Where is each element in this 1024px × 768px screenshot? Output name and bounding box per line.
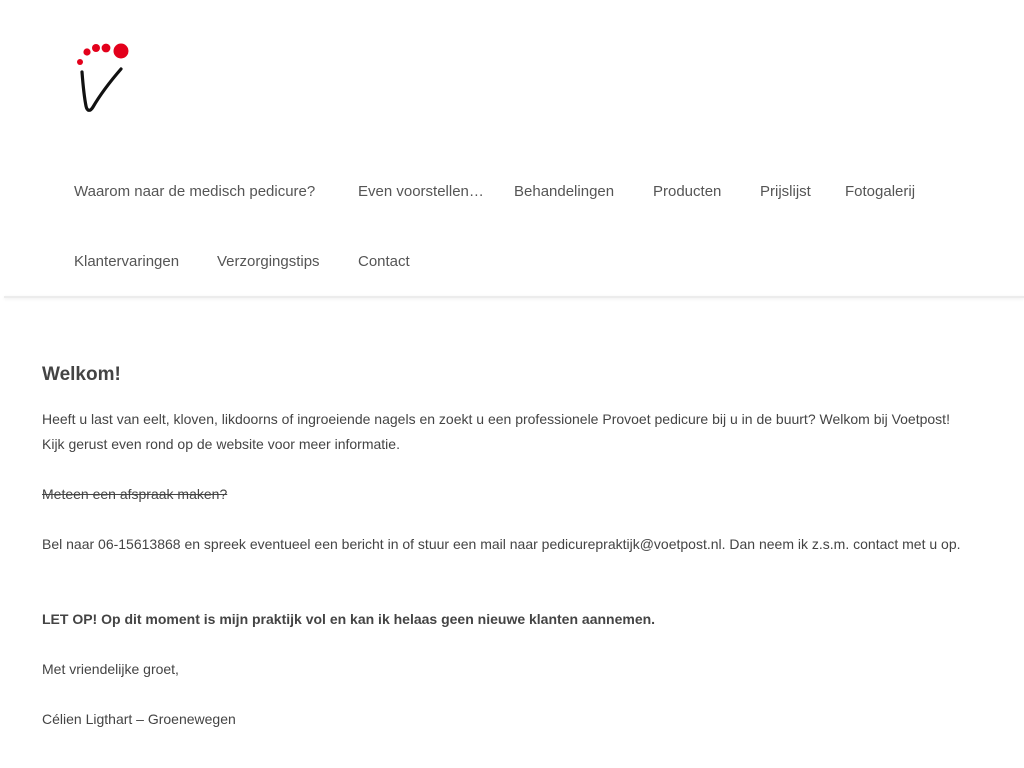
contact-text: Bel naar 06-15613868 en spreek eventueel een bericht in of stuur een mail naar pedicurepraktijk@voetpost.nl. Dan neem ik z.s.m. contact met u op. — [42, 536, 961, 552]
nav-item-prijslijst[interactable]: Prijslijst — [760, 183, 811, 200]
nav-item-klantervaringen[interactable]: Klantervaringen — [74, 253, 180, 270]
nav-item-behandelingen[interactable]: Behandelingen — [514, 183, 615, 200]
header-divider — [4, 296, 1024, 298]
nav-item-fotogalerij[interactable]: Fotogalerij — [845, 183, 916, 200]
nav-item-verzorgingstips[interactable]: Verzorgingstips — [217, 253, 320, 270]
site-header — [0, 0, 1024, 297]
signature-text: Célien Ligthart – Groenewegen — [42, 711, 236, 727]
closing-text: Met vriendelijke groet, — [42, 661, 179, 677]
notice-text: LET OP! Op dit moment is mijn praktijk vol en kan ik helaas geen nieuwe klanten aannemen. — [42, 611, 656, 627]
nav-item-even-voorstellen[interactable]: Even voorstellen… — [358, 183, 484, 200]
nav-item-waarom[interactable]: Waarom naar de medisch pedicure? — [74, 183, 316, 200]
nav-item-producten[interactable]: Producten — [653, 183, 722, 200]
voetpost-logo-icon — [74, 40, 134, 116]
appointment-heading: Meteen een afspraak maken? — [42, 486, 228, 502]
nav-item-contact[interactable]: Contact — [358, 253, 410, 270]
intro-text: Heeft u last van eelt, kloven, likdoorns of ingroeiende nagels en zoekt u een professionele Provoet pedicure bij u in de buurt? Welkom bij Voetpost! Kijk gerust even rond op de website voor meer informatie. — [42, 411, 950, 452]
logo-link[interactable] — [74, 40, 134, 116]
page-title: Welkom! — [42, 364, 121, 385]
